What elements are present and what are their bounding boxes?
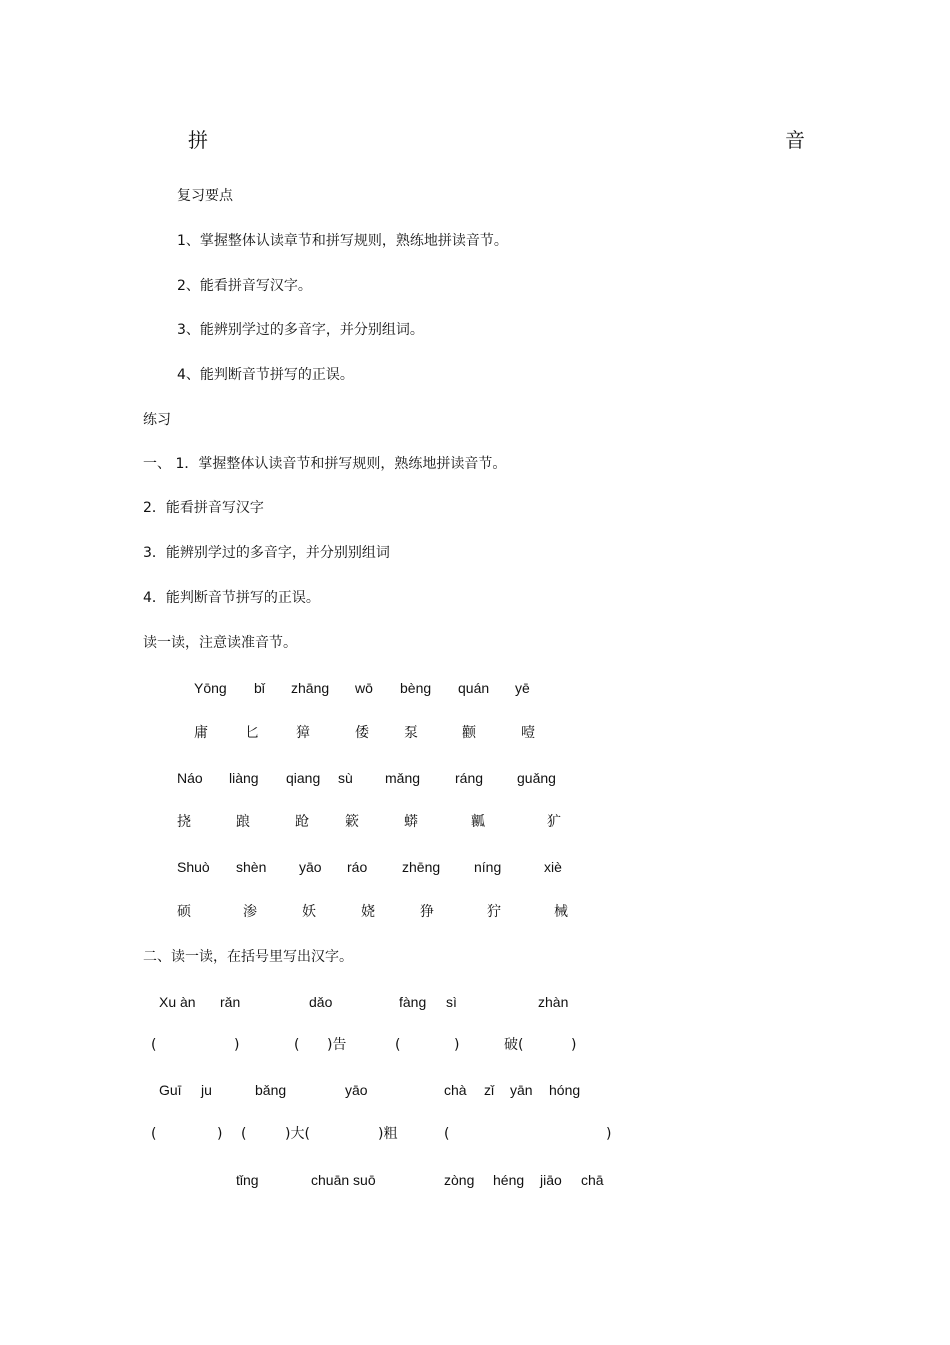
pinyin-cell: qiang [286, 770, 321, 786]
pinyin-cell: bǐ [254, 680, 265, 696]
blank-paren: 破( [504, 1037, 524, 1053]
hanzi-cell: 簌 [345, 814, 359, 830]
pinyin-cell: fàng [399, 994, 427, 1010]
pinyin-cell: quán [458, 680, 490, 696]
hanzi-cell: 犷 [547, 814, 561, 830]
pinyin-cell: rǎn [220, 994, 241, 1010]
hanzi-cell: 狰 [420, 904, 434, 920]
hanzi-cell: 倭 [355, 725, 369, 741]
hanzi-cell: 獐 [296, 725, 310, 741]
practice-item-1: 一、 1．掌握整体认读音节和拼写规则，熟练地拼读音节。 [143, 456, 507, 472]
hanzi-cell: 娆 [361, 904, 375, 920]
pinyin-cell: sù [338, 770, 353, 786]
hanzi-cell: 狞 [487, 904, 501, 920]
practice-item-2: 2．能看拼音写汉字 [143, 500, 264, 516]
pinyin-cell: tǐng [236, 1172, 259, 1188]
pinyin-cell: héng [493, 1172, 525, 1188]
pinyin-cell: zhēng [402, 859, 441, 875]
pinyin-cell: Yōng [194, 680, 227, 696]
hanzi-cell: 硕 [177, 904, 191, 920]
hanzi-cell: 颧 [462, 725, 476, 741]
pinyin-cell: wō [355, 680, 373, 696]
hanzi-cell: 妖 [302, 904, 316, 920]
review-point-2: 2、能看拼音写汉字。 [177, 278, 312, 294]
pinyin-cell: zhàn [538, 994, 569, 1010]
pinyin-cell: Xu àn [159, 994, 196, 1010]
pinyin-cell: dǎo [309, 994, 333, 1010]
pinyin-cell: chà [444, 1082, 467, 1098]
pinyin-cell: hóng [549, 1082, 581, 1098]
blank-paren: )粗 [378, 1126, 398, 1142]
blank-paren: ( [395, 1037, 401, 1053]
pinyin-cell: ráng [455, 770, 484, 786]
pinyin-cell: bǎng [255, 1082, 287, 1098]
hanzi-cell: 庸 [194, 725, 208, 741]
blank-paren: ) [454, 1037, 460, 1053]
blank-paren: ( [241, 1126, 247, 1142]
review-point-4: 4、能判断音节拼写的正误。 [177, 367, 354, 383]
pinyin-cell: ju [201, 1082, 212, 1098]
hanzi-cell: 跄 [295, 814, 309, 830]
practice-item-4: 4．能判断音节拼写的正误。 [143, 590, 320, 606]
pinyin-cell: Náo [177, 770, 203, 786]
blank-paren: ) [606, 1126, 612, 1142]
review-point-3: 3、能辨别学过的多音字，并分别组词。 [177, 322, 424, 338]
blank-paren: ( [151, 1037, 157, 1053]
hanzi-cell: 匕 [245, 725, 259, 741]
pinyin-cell: yāo [345, 1082, 368, 1098]
pinyin-cell: níng [474, 859, 502, 875]
pinyin-cell: yāo [299, 859, 322, 875]
blank-paren: ( [294, 1037, 300, 1053]
blank-paren: )告 [327, 1037, 347, 1053]
pinyin-cell: xiè [544, 859, 562, 875]
pinyin-cell: zhāng [291, 680, 330, 696]
pinyin-cell: sì [446, 994, 457, 1010]
pinyin-cell: zǐ [484, 1082, 495, 1098]
blank-paren: )大( [285, 1126, 310, 1142]
title-right: 音 [785, 128, 805, 152]
practice-heading: 练习 [143, 412, 171, 428]
section2-heading: 二、读一读，在括号里写出汉字。 [143, 949, 353, 965]
hanzi-cell: 挠 [177, 814, 191, 830]
pinyin-cell: yān [510, 1082, 533, 1098]
hanzi-cell: 瓤 [471, 814, 485, 830]
pinyin-cell: chā [581, 1172, 604, 1188]
pinyin-cell: Shuò [177, 859, 210, 875]
blank-paren: ) [571, 1037, 577, 1053]
pinyin-cell: chuān suō [311, 1172, 376, 1188]
hanzi-cell: 噎 [521, 725, 535, 741]
pinyin-cell: guǎng [517, 770, 556, 786]
hanzi-cell: 泵 [404, 725, 418, 741]
blank-paren: ( [151, 1126, 157, 1142]
title-left: 拼 [188, 128, 208, 152]
practice-item-3: 3．能辨别学过的多音字，并分别别组词 [143, 545, 390, 561]
pinyin-cell: Guī [159, 1082, 182, 1098]
blank-paren: ( [444, 1126, 450, 1142]
review-point-1: 1、掌握整体认读章节和拼写规则，熟练地拼读音节。 [177, 233, 508, 249]
hanzi-cell: 械 [554, 904, 568, 920]
pinyin-cell: shèn [236, 859, 267, 875]
pinyin-cell: yē [515, 680, 530, 696]
pinyin-cell: zòng [444, 1172, 475, 1188]
section1-heading: 读一读，注意读准音节。 [143, 635, 297, 651]
pinyin-cell: ráo [347, 859, 368, 875]
pinyin-cell: mǎng [385, 770, 421, 786]
hanzi-cell: 踉 [236, 814, 250, 830]
hanzi-cell: 蟒 [404, 814, 418, 830]
review-heading: 复习要点 [177, 188, 233, 204]
blank-paren: ) [234, 1037, 240, 1053]
pinyin-cell: liàng [229, 770, 259, 786]
hanzi-cell: 渗 [243, 904, 257, 920]
pinyin-cell: jiāo [540, 1172, 562, 1188]
blank-paren: ) [217, 1126, 223, 1142]
pinyin-cell: bèng [400, 680, 432, 696]
